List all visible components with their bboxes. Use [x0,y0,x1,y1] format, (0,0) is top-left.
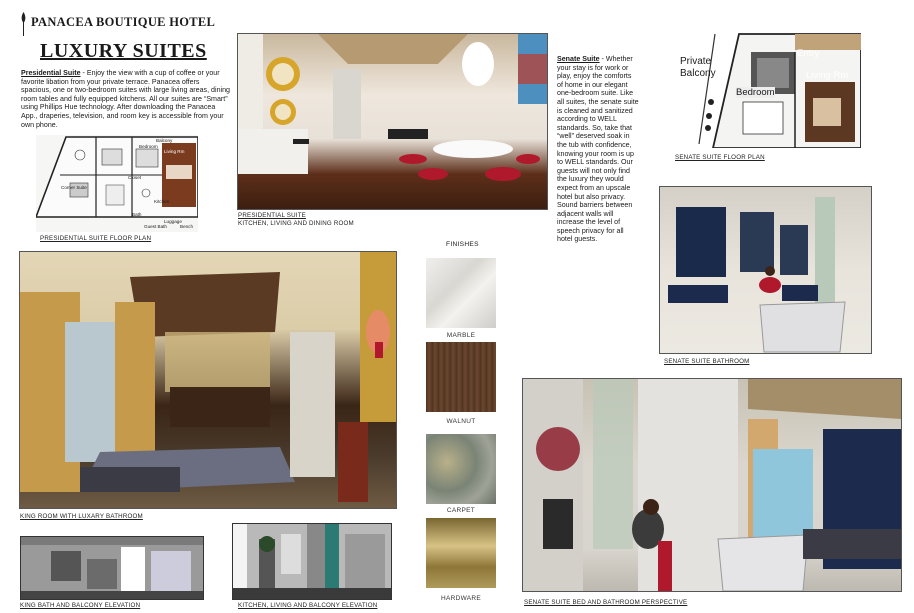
finish-swatch-walnut [426,342,496,412]
caption-senate-bath: SENATE SUITE BATHROOM [664,358,750,365]
senate-floor-plan [675,32,861,148]
senate-plan-label-entry: Entry [797,48,820,59]
senate-perspective-render [522,378,902,592]
senate-plan-label-bedroom: Bedroom [736,87,775,98]
caption-kitchen-elevation: KITCHEN, LIVING AND BALCONY ELEVATION [238,602,378,609]
senate-plan-label-balcony: Private Balcony [680,56,716,79]
caption-king-room: KING ROOM WITH LUXARY BATHROOM [20,513,143,520]
senate-plan-label-living: Living Rm [806,70,849,81]
finishes-title: FINISHES [446,241,479,248]
senate-bathroom-render [659,186,872,354]
presidential-body: - Enjoy the view with a cup of coffee or your favorite libation from your private terrace. Panacea offers spacious, one or two-bedroom suites with large living areas, dining room tables and fully equipped kitchens. All our suites are “Smart” using Phillips Hue technology. After downloading the Panacea App., draperies, television, and room key is accessible from your own phone. [21,69,230,129]
page-title: LUXURY SUITES [40,40,207,62]
finish-label-marble: MARBLE [446,332,476,339]
caption-presidential-plan: PRESIDENTIAL SUITE FLOOR PLAN [40,235,152,242]
kitchen-elevation [232,523,392,600]
plan-label-balcony: Balcony [156,138,173,143]
finish-swatch-carpet [426,434,496,504]
plan-label-living: Living Rm [164,149,185,154]
plan-label-bench: Bench [180,224,194,229]
brand-name: PANACEA BOUTIQUE HOTEL [31,15,216,29]
brand-logo-icon [20,12,27,36]
caption-senate-plan: SENATE SUITE FLOOR PLAN [675,154,765,161]
presidential-heading: Presidential Suite [21,69,81,77]
plan-label-bath: Bath [132,212,142,217]
plan-label-kitchen: Kitchen [154,199,170,204]
senate-body: - Whether your stay is for work or play, enjoy the comforts of home in our elegant one-bedroom suite. Like all suites, the senate suite is cleaned and sanitized according to WELL standards. So, take that “well” deserved soak in the tub with confidence, knowing your room is up to WELL standards. Our guests will not only find the luxury they would expect from an upscale hotel but also privacy. Sound barriers between adjacent walls will increase the level of speech privacy for all hotel guests. [557,55,639,244]
plan-label-closet: Closet [128,175,142,180]
caption-king-elevation: KING BATH AND BALCONY ELEVATION [20,602,141,609]
plan-label-corner-suite: Corner Suite [61,185,87,190]
caption-senate-perspective: SENATE SUITE BED AND BATHROOM PERSPECTIVE [524,599,688,606]
finish-label-carpet: CARPET [446,507,476,514]
caption-presidential-render-1: PRESIDENTIAL SUITE [238,212,307,219]
senate-description [557,55,639,244]
presidential-description [21,69,231,129]
senate-heading: Senate Suite [557,55,600,63]
king-bath-elevation [20,536,204,600]
finish-swatch-hardware [426,518,496,588]
finish-label-walnut: WALNUT [446,418,476,425]
presidential-floor-plan [36,135,198,232]
caption-presidential-render-2: KITCHEN, LIVING AND DINING ROOM [238,220,354,227]
plan-label-bedroom: Bedroom [139,144,158,149]
finish-swatch-marble [426,258,496,328]
presidential-suite-render [237,33,548,210]
king-room-render [19,251,397,509]
finish-label-hardware: HARDWARE [440,595,482,602]
plan-label-luggage: Luggage [164,219,182,224]
plan-label-guest-bath: Guest Bath [144,224,167,229]
